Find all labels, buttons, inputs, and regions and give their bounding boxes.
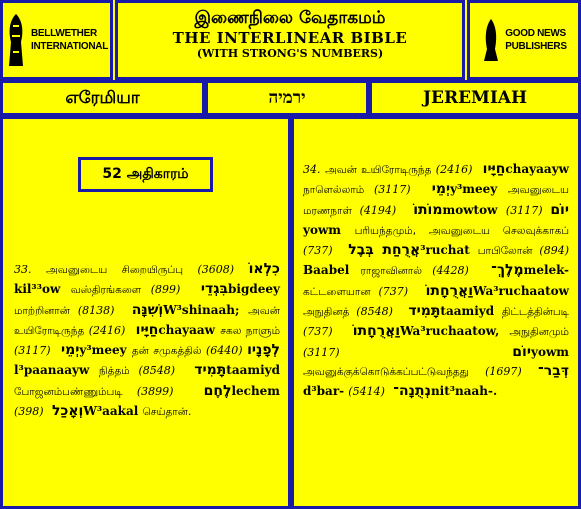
logo-right-text: GOOD NEWS PUBLISHERS	[505, 28, 567, 52]
verse-segment-num: (4194)	[359, 203, 404, 217]
verse-segment-heb: לֶחֶם	[187, 382, 232, 399]
verse-segment-heb: בְּבֶל	[339, 242, 374, 259]
verse-segment-heb: אֲרֻחַת	[373, 242, 421, 259]
verse-segment-num: (3117)	[505, 203, 551, 217]
verse-segment-tr: chayaaw	[158, 322, 221, 337]
verse-segment-heb: יְמֵי	[420, 181, 451, 198]
verse-segment-heb: יְמֵי	[55, 342, 80, 359]
verse-segment-tr: nit³naah-.	[430, 384, 498, 399]
verse-segment-tr: chayaayw	[505, 162, 569, 176]
verse-segment-tr: mowtow	[442, 202, 506, 217]
verse-segment-tam: திட்டத்தின்படி	[501, 306, 570, 319]
verse-segment-num: (3899)	[136, 384, 188, 398]
verse-segment-heb: מֶלֶךְ־	[479, 262, 524, 279]
bell-icon	[481, 17, 501, 63]
verse-segment-heb: חַיָּיו	[476, 161, 506, 177]
verse-segment-heb: בִּגְדֵי	[189, 281, 228, 298]
verse-segment-heb: חַיָּיו	[129, 321, 159, 338]
verse-segment-num: 34.	[303, 163, 325, 176]
verse-segment-heb: כִלְאוֹ	[248, 261, 280, 277]
verse-segment-heb: נְתֻנָה־	[388, 383, 431, 400]
verse-segment-tam: அவன் உயிரோடிருந்த	[14, 304, 280, 337]
bellwether-ram-icon	[5, 12, 27, 68]
verse-segment-tam: அவனுடைய மரணநாள்	[303, 184, 570, 217]
verse-segment-tam: சகல நாளும்	[220, 324, 281, 337]
verse-segment-heb: יוֹם	[425, 343, 531, 360]
verse-segment-heb: מוֹתוֹ	[404, 201, 443, 218]
verse-segment-heb: תָּמִיד	[183, 362, 227, 379]
verse-segment-heb: וְאָכַל	[47, 403, 84, 420]
verse-segment-tam: பரியந்தமும், அவனுடைய செலவுக்காகப்	[354, 224, 570, 237]
verse-segment-heb: וַאֲרֻחָתוֹ	[416, 282, 474, 299]
verse-segment-tam: அநுதினத்	[303, 306, 357, 319]
verse-segment-heb: יוֹם	[550, 201, 569, 218]
verse-34	[303, 160, 569, 402]
verse-segment-num: (5414)	[348, 385, 389, 399]
verse-segment-tam: வஸ்திரங்களை	[70, 284, 151, 297]
verse-segment-tr: taamiyd	[440, 304, 502, 319]
chapter-heading: 52 அதிகாரம்	[78, 157, 213, 192]
verse-segment-num: (3117)	[303, 345, 426, 359]
verse-segment-num: (3117)	[14, 344, 56, 358]
verse-segment-num: (1697)	[485, 364, 538, 378]
verse-segment-tr: yowm	[303, 222, 355, 237]
verse-segment-num: (894)	[539, 244, 569, 258]
verse-segment-heb: תָּמִיד	[399, 303, 441, 320]
verse-segment-num: (2416)	[435, 163, 477, 176]
verse-segment-num: 33.	[14, 263, 47, 276]
verse-segment-tr: d³bar-	[303, 384, 349, 399]
verse-segment-num: (8138)	[77, 303, 123, 317]
verse-segment-tam: மாற்றினான்	[14, 304, 78, 317]
verse-segment-tr: l³paanaayw	[14, 363, 99, 378]
verse-segment-tr: lechem	[231, 383, 280, 398]
verse-segment-tam: அவன் உயிரோடிருந்த	[324, 164, 436, 176]
verse-segment-num: (737)	[303, 325, 342, 339]
verse-segment-heb: לְפָנָיו	[247, 342, 281, 359]
verse-segment-tam: தன் சமுகத்தில்	[131, 345, 206, 358]
verse-segment-tr: W³aakal	[83, 404, 143, 419]
verse-segment-tr: kil³³ow	[14, 282, 71, 297]
verse-segment-tr: ³ruchat	[420, 243, 478, 258]
verse-segment-num: (8548)	[138, 364, 184, 378]
verse-segment-tam: அவனுடைய சிறையிருப்பு	[46, 264, 198, 276]
verse-segment-tr: Wa³ruchaatow	[473, 283, 569, 298]
verse-segment-num: (737)	[378, 284, 417, 298]
verse-segment-num: (3117)	[373, 183, 421, 197]
verse-segment-tam: செய்தான்.	[142, 406, 192, 419]
subtitle: (WITH STRONG'S NUMBERS)	[196, 47, 384, 60]
title-english: THE INTERLINEAR BIBLE	[172, 29, 408, 47]
verse-segment-tam: பாபிலோன்	[477, 245, 540, 258]
logo-left	[0, 0, 113, 80]
verse-segment-tam: போஜனம்பண்ணும்படி	[14, 385, 137, 398]
verse-segment-tr: y³meey	[79, 343, 132, 358]
verse-segment-tr: W³shinaah;	[163, 302, 249, 317]
verse-segment-num: (8548)	[356, 305, 400, 319]
verse-segment-num: (2416)	[88, 323, 130, 337]
logo-right	[467, 0, 581, 80]
verse-segment-num: (398)	[14, 405, 48, 419]
verse-segment-num: (4428)	[432, 264, 480, 278]
verse-segment-num: (6440)	[205, 344, 248, 358]
title-tamil: இணைநிலை வேதாகமம்	[194, 8, 386, 28]
verse-segment-tr: taamiyd	[226, 363, 281, 378]
book-name-tamil: எரேமியா	[0, 80, 205, 116]
verse-segment-tr: y³meey	[450, 182, 508, 197]
book-name-english: JEREMIAH	[369, 80, 581, 116]
verse-segment-tr: bigdeey	[228, 282, 280, 297]
verse-segment-num: (3608)	[197, 263, 249, 276]
verse-segment-tr: melek-	[523, 263, 569, 278]
verse-segment-heb: וְשִׁנָּה	[122, 301, 164, 318]
verse-segment-heb: וַאֲרֻחָתוֹ	[341, 323, 401, 340]
title-block	[115, 0, 465, 80]
verse-segment-tam: கட்டளையான	[303, 285, 379, 298]
verse-segment-tr: Baabel	[303, 263, 361, 278]
verse-segment-tam: அநுதினமும்	[509, 326, 569, 339]
verse-segment-tam: ராஜாவினால்	[360, 265, 433, 278]
verse-segment-heb: דְּבַר־	[537, 362, 569, 379]
verse-segment-tam: அவனுக்குக்கொடுக்கப்பட்டுவந்தது	[303, 365, 486, 378]
book-name-hebrew: ירמיה	[205, 80, 369, 116]
verse-segment-tr: yowm	[530, 344, 569, 359]
verse-segment-num: (899)	[150, 283, 190, 297]
verse-segment-tam: நித்தம்	[98, 365, 139, 378]
verse-segment-tam: நாளெல்லாம்	[303, 184, 374, 197]
verse-segment-num: (737)	[303, 244, 340, 258]
verse-segment-tr: Wa³ruchaatow,	[400, 324, 510, 339]
logo-left-text: BELLWETHER INTERNATIONAL	[30, 28, 109, 52]
verse-33	[14, 260, 280, 422]
